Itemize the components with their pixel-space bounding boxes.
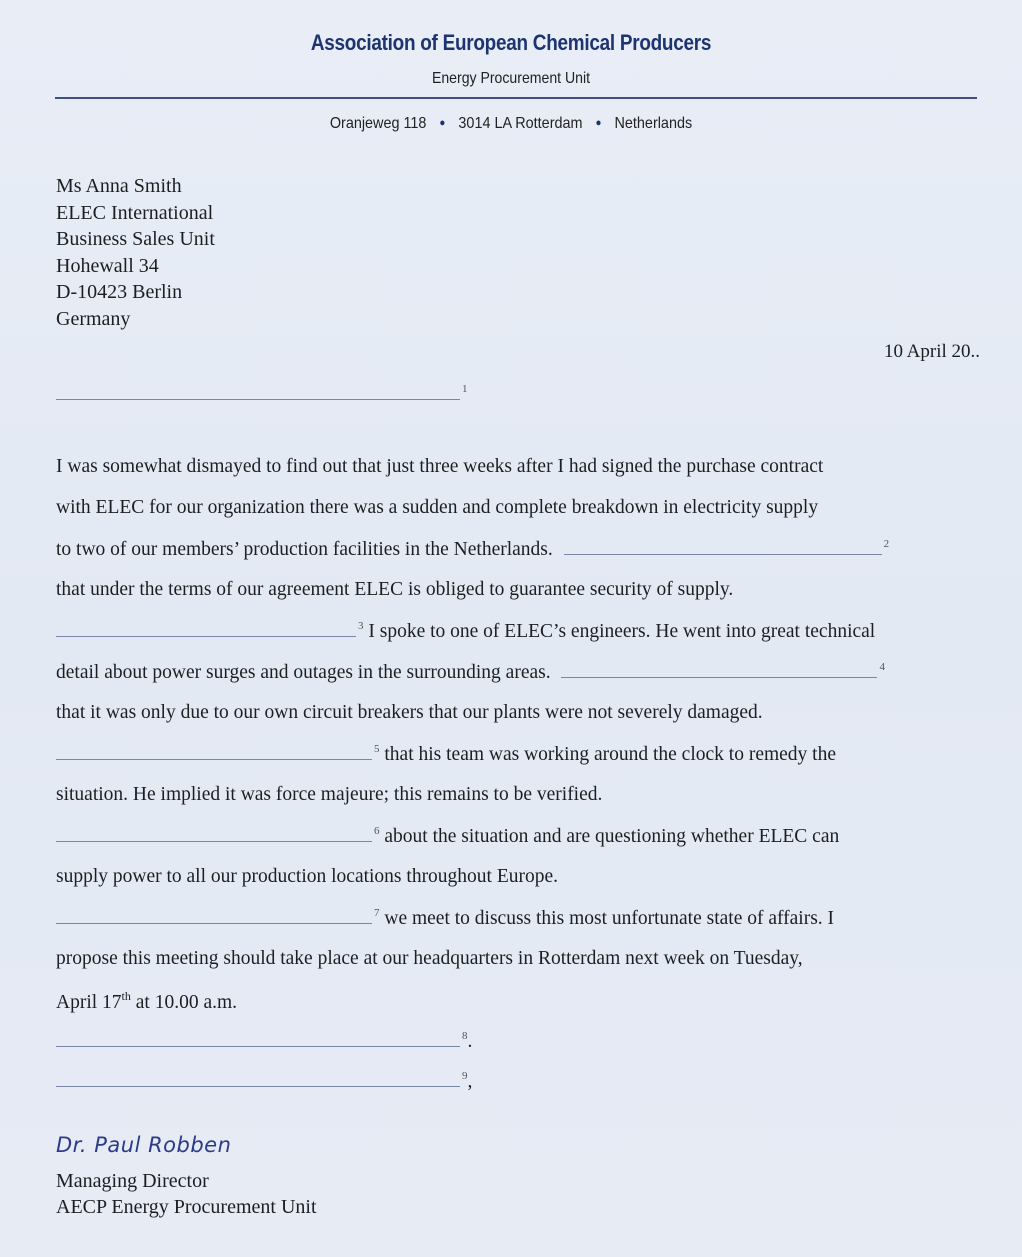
gap-line-9 <box>56 1070 472 1093</box>
body-line-1: I was somewhat dismayed to find out that just three weeks after I had signed the purchase contract <box>56 456 824 477</box>
signer-title: Managing Director <box>56 1170 209 1192</box>
organization-name: Association of European Chemical Producers <box>310 30 712 55</box>
address-city: 3014 LA Rotterdam <box>458 115 583 132</box>
address-street: Oranjeweg 118 <box>329 115 427 132</box>
gap-blank-8[interactable] <box>56 1030 460 1047</box>
gap-blank-2[interactable] <box>564 538 882 555</box>
body-line-5 <box>56 620 875 643</box>
closing-comma: , <box>467 1071 473 1092</box>
bullet-separator-icon: ● <box>595 117 602 129</box>
gap-blank-4[interactable] <box>561 661 877 678</box>
gap-number-7: 7 <box>374 907 380 919</box>
gap-line-8 <box>56 1030 472 1053</box>
address-country: Netherlands <box>614 115 693 132</box>
body-line-8 <box>56 743 836 766</box>
gap-blank-3[interactable] <box>56 620 356 637</box>
letter-date: 10 April 20.. <box>883 341 980 362</box>
letterhead-divider <box>55 97 977 99</box>
body-line-7: that it was only due to our own circuit breakers that our plants were not severely damaged. <box>56 702 763 723</box>
body-line-14 <box>56 989 237 1014</box>
body-line-4: that under the terms of our agreement ELEC is obliged to guarantee security of supply. <box>56 579 734 600</box>
body-line-8-text: that his team was working around the clock to remedy the <box>384 744 836 765</box>
gap-blank-7[interactable] <box>56 907 372 924</box>
body-line-10 <box>56 825 839 848</box>
body-line-3 <box>56 538 889 561</box>
bullet-separator-icon: ● <box>439 117 446 129</box>
body-line-12-text: we meet to discuss this most unfortunate state of affairs. I <box>384 908 835 929</box>
signer-unit: AECP Energy Procurement Unit <box>56 1196 317 1218</box>
closing-period: . <box>467 1031 473 1052</box>
gap-number-9: 9 <box>462 1070 468 1082</box>
body-line-12 <box>56 907 834 930</box>
recipient-department: Business Sales Unit <box>56 228 215 250</box>
recipient-address <box>56 173 215 332</box>
body-line-13: propose this meeting should take place at our headquarters in Rotterdam next week on Tuesday, <box>56 948 803 969</box>
gap-blank-1[interactable] <box>56 383 460 400</box>
body-line-3-text: to two of our members’ production facilities in the Netherlands. <box>56 539 553 560</box>
gap-line-1 <box>56 383 468 406</box>
gap-number-6: 6 <box>374 825 380 837</box>
body-line-10-text: about the situation and are questioning whether ELEC can <box>384 826 840 847</box>
gap-number-3: 3 <box>358 620 364 632</box>
gap-blank-5[interactable] <box>56 743 372 760</box>
body-line-2: with ELEC for our organization there was a sudden and complete breakdown in electricity supply <box>56 497 819 518</box>
body-line-5-text: I spoke to one of ELEC’s engineers. He went into great technical <box>368 621 876 642</box>
gap-blank-6[interactable] <box>56 825 372 842</box>
recipient-company: ELEC International <box>56 201 214 224</box>
meeting-date-text: April 17 <box>56 992 122 1013</box>
organization-address <box>51 115 971 133</box>
organization-unit: Energy Procurement Unit <box>431 70 591 87</box>
body-line-6-text: detail about power surges and outages in the surrounding areas. <box>56 662 551 683</box>
gap-blank-9[interactable] <box>56 1070 460 1087</box>
gap-number-1: 1 <box>462 383 468 395</box>
gap-number-4: 4 <box>879 661 885 673</box>
body-line-11: supply power to all our production locations throughout Europe. <box>56 866 559 887</box>
recipient-country: Germany <box>56 307 131 330</box>
body-line-6 <box>56 661 885 684</box>
gap-number-5: 5 <box>374 743 380 755</box>
body-line-9: situation. He implied it was force majeure; this remains to be verified. <box>56 784 603 805</box>
meeting-time-text: at 10.00 a.m. <box>130 992 238 1013</box>
date-ordinal-suffix: th <box>121 989 131 1003</box>
recipient-name: Ms Anna Smith <box>56 175 182 197</box>
recipient-street: Hohewall 34 <box>56 254 159 277</box>
recipient-city: D-10423 Berlin <box>56 281 183 303</box>
gap-number-8: 8 <box>462 1030 468 1042</box>
handwritten-signature: Dr. Paul Robben <box>56 1133 232 1157</box>
gap-number-2: 2 <box>883 538 890 550</box>
